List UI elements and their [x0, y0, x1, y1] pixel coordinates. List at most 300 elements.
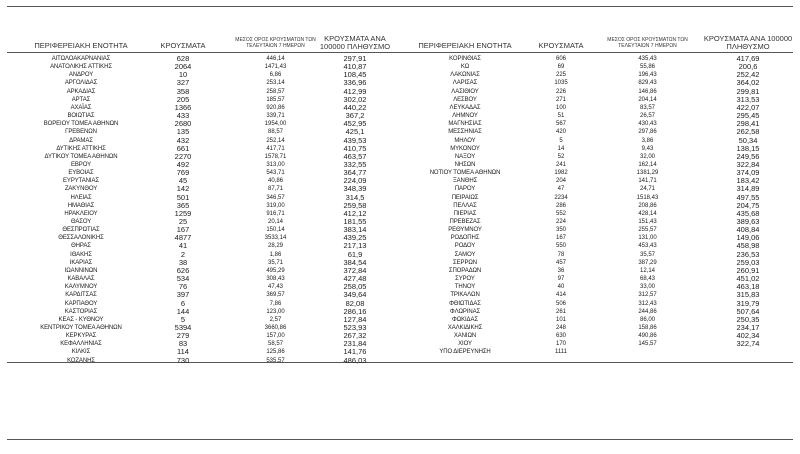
avg-cell: 35,71 — [267, 259, 283, 266]
cases-cell: 261 — [555, 308, 566, 315]
per100k-cell: 439,53 — [343, 135, 367, 145]
table-row — [0, 308, 400, 316]
cases-cell: 271 — [555, 96, 566, 103]
region-cell: ΚΩ — [460, 64, 470, 71]
region-cell: ΛΑΣΙΘΙΟΥ — [451, 88, 479, 95]
region-cell: ΦΛΩΡΙΝΑΣ — [449, 308, 481, 315]
avg-cell: 87,71 — [267, 186, 283, 193]
per100k-cell: 315,83 — [736, 290, 760, 300]
per100k-cell: 410,87 — [343, 62, 367, 72]
region-cell: ΧΑΛΚΙΔΙΚΗΣ — [447, 324, 483, 331]
table-row — [0, 55, 400, 63]
per100k-cell: 297,91 — [343, 54, 367, 63]
per100k-cell: 497,55 — [736, 192, 760, 202]
region-cell: ΣΠΟΡΑΔΩΝ — [448, 267, 482, 274]
region-cell: ΚΕΡΚΥΡΑΣ — [65, 333, 97, 340]
per100k-cell: 372,84 — [343, 265, 367, 275]
cases-cell: 142 — [176, 184, 190, 194]
cases-cell: 432 — [176, 135, 190, 145]
cases-cell: 327 — [176, 78, 190, 88]
table-row — [0, 300, 400, 308]
cases-cell: 144 — [176, 306, 190, 316]
per100k-cell: 314,89 — [736, 184, 760, 194]
region-cell: ΕΥΡΥΤΑΝΙΑΣ — [63, 178, 99, 185]
region-cell: ΜΕΣΣΗΝΙΑΣ — [448, 129, 482, 136]
per100k-cell: 108,45 — [343, 70, 367, 80]
cases-cell: 5394 — [174, 322, 192, 332]
table-row — [0, 275, 400, 283]
cases-cell: 5 — [180, 314, 186, 324]
per100k-cell: 367,2 — [345, 111, 365, 121]
avg-cell: 141,71 — [638, 178, 657, 185]
cases-cell: 506 — [555, 300, 566, 307]
avg-cell: 543,71 — [266, 170, 285, 177]
avg-cell: 88,57 — [267, 129, 283, 136]
region-cell: ΣΥΡΟΥ — [455, 276, 475, 283]
avg-cell: 369,57 — [266, 292, 285, 299]
per100k-cell: 314,5 — [345, 192, 365, 202]
region-cell: ΣΑΜΟΥ — [454, 251, 476, 258]
per100k-cell: 313,53 — [736, 94, 760, 104]
per100k-cell: 440,22 — [343, 102, 367, 112]
cases-cell: 135 — [176, 127, 190, 137]
cases-cell: 40 — [557, 284, 565, 291]
per100k-cell: 486,03 — [343, 355, 367, 365]
region-cell: ΛΕΥΚΑΔΑΣ — [449, 104, 481, 111]
avg-cell: 204,14 — [638, 96, 657, 103]
avg-cell: 28,29 — [267, 243, 283, 250]
cases-cell: 420 — [555, 129, 566, 136]
per100k-cell: 439,25 — [343, 233, 367, 243]
cases-cell: 279 — [176, 331, 190, 341]
right-header-per100k: ΚΡΟΥΣΜΑΤΑ ΑΝΑ 100000 ΠΛΗΘΥΣΜΟ — [703, 34, 793, 51]
region-cell: ΠΑΡΟΥ — [454, 186, 476, 193]
table-row — [0, 226, 400, 234]
cases-cell: 241 — [555, 161, 566, 168]
region-cell: ΚΟΖΑΝΗΣ — [67, 357, 95, 364]
region-cell: ΝΗΣΩΝ — [454, 161, 476, 168]
avg-cell: 339,71 — [266, 113, 285, 120]
region-cell: ΝΑΞΟΥ — [454, 153, 476, 160]
per100k-cell: 183,42 — [736, 176, 760, 186]
cases-cell: 83 — [178, 339, 188, 349]
region-cell: ΙΚΑΡΙΑΣ — [69, 259, 93, 266]
avg-cell: 3660,86 — [264, 324, 287, 331]
avg-cell: 131,00 — [638, 235, 657, 242]
region-cell: ΘΑΣΟΥ — [70, 219, 92, 225]
cases-cell: 1259 — [174, 208, 192, 218]
region-cell: ΜΥΚΟΝΟΥ — [450, 145, 480, 152]
cases-cell: 69 — [557, 64, 565, 71]
left-header-avg: ΜΕΣΟΣ ΟΡΟΣ ΚΡΟΥΣΜΑΤΩΝ ΤΩΝ ΤΕΛΕΥΤΑΙΩΝ 7 ΗΜΕΡΩΝ — [235, 37, 316, 49]
table-row — [0, 340, 400, 348]
cases-cell: 204 — [555, 178, 566, 185]
avg-cell: 40,86 — [267, 178, 283, 185]
cases-cell: 1035 — [554, 80, 568, 87]
table-row — [0, 137, 400, 145]
per100k-cell: 286,16 — [343, 306, 367, 316]
region-cell: ΛΑΡΙΣΑΣ — [452, 80, 478, 87]
cases-cell: 41 — [178, 241, 188, 251]
per100k-cell: 374,09 — [736, 168, 760, 178]
per100k-cell: 322,84 — [736, 159, 760, 169]
avg-cell: 20,14 — [267, 219, 283, 225]
avg-cell: 495,29 — [266, 267, 285, 274]
avg-cell: 9,43 — [641, 145, 654, 152]
cases-cell: 52 — [557, 153, 565, 160]
table-row — [0, 185, 400, 193]
per100k-cell: 252,42 — [736, 70, 760, 80]
region-cell: ΧΑΝΙΩΝ — [453, 333, 477, 340]
cases-cell: 2270 — [174, 151, 192, 161]
avg-cell: 244,86 — [638, 308, 657, 315]
cases-cell: 101 — [555, 316, 566, 323]
per100k-cell: 507,64 — [736, 306, 760, 316]
table-row — [0, 267, 400, 275]
per100k-cell: 250,35 — [736, 314, 760, 324]
per100k-cell: 349,64 — [343, 290, 367, 300]
per100k-cell: 61,9 — [347, 249, 363, 259]
cases-cell: 606 — [555, 56, 566, 62]
per100k-cell: 319,79 — [736, 298, 760, 308]
region-cell: ΧΙΟΥ — [458, 341, 472, 348]
region-cell: ΚΕΝΤΡΙΚΟΥ ΤΟΜΕΑ ΑΘΗΝΩΝ — [40, 324, 122, 331]
avg-cell: 446,14 — [266, 56, 285, 62]
region-cell: ΗΛΕΙΑΣ — [70, 194, 92, 201]
region-cell: ΛΕΣΒΟΥ — [453, 96, 477, 103]
avg-cell: 83,57 — [639, 104, 655, 111]
table-row — [0, 291, 400, 299]
region-cell: ΠΕΙΡΑΙΩΣ — [451, 194, 479, 201]
per100k-cell: 224,09 — [343, 176, 367, 186]
table-row — [0, 332, 400, 340]
per100k-cell: 412,12 — [343, 208, 367, 218]
cases-cell: 6 — [180, 298, 186, 308]
right-header-cases: ΚΡΟΥΣΜΑΤΑ — [538, 41, 584, 50]
table-row — [0, 218, 400, 226]
region-cell: ΘΕΣΣΑΛΟΝΙΚΗΣ — [58, 235, 104, 242]
cases-cell: 45 — [178, 176, 188, 186]
region-cell: ΤΡΙΚΑΛΩΝ — [450, 292, 480, 299]
top-rule — [7, 6, 793, 7]
avg-cell: 252,14 — [266, 137, 285, 144]
cases-cell: 2680 — [174, 119, 192, 129]
table-row — [0, 324, 400, 332]
table-row — [0, 251, 400, 259]
avg-cell: 313,00 — [266, 161, 285, 168]
per100k-cell: 82,08 — [345, 298, 365, 308]
per100k-cell: 204,75 — [736, 200, 760, 210]
avg-cell: 435,43 — [638, 56, 657, 62]
avg-cell: 308,43 — [266, 276, 285, 283]
region-cell: ΤΗΝΟΥ — [454, 284, 476, 291]
cases-cell: 114 — [177, 347, 189, 357]
table-row — [0, 79, 400, 87]
table-row — [0, 128, 400, 136]
per100k-cell: 127,84 — [343, 314, 367, 324]
cases-cell: 350 — [555, 227, 566, 234]
per100k-cell: 236,53 — [736, 249, 760, 259]
cases-cell: 76 — [178, 282, 188, 292]
table-row — [0, 88, 400, 96]
cases-cell: 534 — [176, 274, 190, 284]
cases-cell: 730 — [176, 355, 190, 365]
region-cell: ΠΡΕΒΕΖΑΣ — [449, 219, 481, 225]
cases-cell: 492 — [176, 159, 190, 169]
cases-cell: 630 — [555, 333, 566, 340]
region-cell: ΑΡΤΑΣ — [71, 96, 91, 103]
avg-cell: 145,57 — [638, 341, 657, 348]
avg-cell: 35,57 — [639, 251, 655, 258]
avg-cell: 920,86 — [266, 104, 285, 111]
per100k-cell: 425,1 — [345, 127, 365, 137]
table-row — [0, 202, 400, 210]
cases-cell: 1982 — [554, 170, 568, 177]
region-cell: ΚΙΛΚΙΣ — [71, 349, 91, 356]
avg-cell: 312,57 — [638, 292, 657, 299]
region-cell: ΘΗΡΑΣ — [71, 243, 91, 250]
avg-cell: 453,43 — [638, 243, 657, 250]
avg-cell: 297,86 — [638, 129, 657, 136]
avg-cell: 1381,29 — [636, 170, 659, 177]
per100k-cell: 463,57 — [343, 151, 367, 161]
cases-cell: 414 — [555, 292, 566, 299]
avg-cell: 158,86 — [638, 324, 657, 331]
left-header-cases: ΚΡΟΥΣΜΑΤΑ — [160, 41, 206, 50]
per100k-cell: 364,77 — [343, 168, 367, 178]
per100k-cell: 402,34 — [736, 331, 760, 341]
cases-cell: 552 — [555, 210, 566, 217]
cases-cell: 365 — [176, 200, 190, 210]
right-header-region: ΠΕΡΙΦΕΡΕΙΑΚΗ ΕΝΟΤΗΤΑ — [418, 41, 512, 50]
avg-cell: 346,57 — [266, 194, 285, 201]
avg-cell: 26,57 — [639, 113, 655, 120]
cases-cell: 626 — [176, 265, 190, 275]
region-cell: ΡΟΔΟΥ — [454, 243, 476, 250]
per100k-cell: 302,02 — [343, 94, 367, 104]
per100k-cell: 389,63 — [736, 217, 760, 226]
avg-cell: 829,43 — [638, 80, 657, 87]
region-cell: ΒΟΡΕΙΟΥ ΤΟΜΕΑ ΑΘΗΝΩΝ — [43, 121, 119, 128]
left-header-region: ΠΕΡΙΦΕΡΕΙΑΚΗ ΕΝΟΤΗΤΑ — [34, 41, 128, 50]
per100k-cell: 138,15 — [736, 143, 760, 153]
table-row — [0, 169, 400, 177]
cases-cell: 25 — [178, 217, 188, 226]
region-cell: ΜΑΓΝΗΣΙΑΣ — [448, 121, 482, 128]
avg-cell: 253,14 — [266, 80, 285, 87]
cases-cell: 51 — [557, 113, 565, 120]
table-row — [0, 259, 400, 267]
avg-cell: 255,57 — [638, 227, 657, 234]
region-cell: ΓΡΕΒΕΝΩΝ — [65, 129, 97, 136]
region-cell: ΚΑΡΠΑΘΟΥ — [64, 300, 98, 307]
per100k-cell: 435,68 — [736, 208, 760, 218]
region-cell: ΔΥΤΙΚΗΣ ΑΤΤΙΚΗΣ — [56, 145, 106, 152]
per100k-cell: 50,34 — [738, 135, 758, 145]
region-cell: ΚΑΒΑΛΑΣ — [67, 276, 95, 283]
avg-cell: 312,43 — [638, 300, 657, 307]
avg-cell: 86,00 — [639, 316, 655, 323]
region-cell: ΦΘΙΩΤΙΔΑΣ — [449, 300, 481, 307]
cases-cell: 550 — [555, 243, 566, 250]
cases-cell: 1366 — [174, 102, 192, 112]
avg-cell: 916,71 — [266, 210, 285, 217]
table-row — [0, 194, 400, 202]
avg-cell: 12,14 — [639, 267, 655, 274]
region-cell: ΚΑΡΔΙΤΣΑΣ — [65, 292, 97, 299]
cases-cell: 4877 — [174, 233, 192, 243]
region-cell: ΡΟΔΟΠΗΣ — [450, 235, 480, 242]
cases-cell: 167 — [555, 235, 566, 242]
region-cell: ΚΕΑΣ - ΚΥΘΝΟΥ — [58, 316, 104, 323]
per100k-cell: 384,54 — [343, 257, 367, 267]
avg-cell: 7,86 — [269, 300, 282, 307]
avg-cell: 6,86 — [269, 72, 282, 79]
per100k-cell: 298,41 — [736, 119, 760, 129]
avg-cell: 1471,43 — [264, 64, 287, 71]
avg-cell: 535,57 — [266, 357, 285, 364]
region-cell: ΑΙΤΩΛΟΑΚΑΡΝΑΝΙΑΣ — [51, 56, 111, 62]
table-row — [0, 161, 400, 169]
per100k-cell: 427,48 — [343, 274, 367, 284]
avg-cell: 68,43 — [639, 276, 655, 283]
region-cell: ΒΟΙΩΤΙΑΣ — [67, 113, 95, 120]
footer-rule — [7, 439, 793, 440]
per100k-cell: 181,55 — [343, 217, 367, 226]
per100k-cell: 452,95 — [343, 119, 367, 129]
table-row — [0, 120, 400, 128]
avg-cell: 3,86 — [641, 137, 654, 144]
table-row — [0, 145, 400, 153]
avg-cell: 417,71 — [266, 145, 285, 152]
cases-cell: 170 — [555, 341, 566, 348]
cases-cell: 226 — [555, 88, 566, 95]
avg-cell: 3533,14 — [264, 235, 287, 242]
avg-cell: 1,86 — [269, 251, 282, 258]
avg-cell: 1518,43 — [636, 194, 659, 201]
avg-cell: 125,86 — [266, 349, 285, 356]
region-cell: ΞΑΝΘΗΣ — [452, 178, 478, 185]
cases-cell: 2 — [180, 249, 186, 259]
region-cell: ΚΕΦΑΛΛΗΝΙΑΣ — [60, 341, 102, 348]
per100k-cell: 451,02 — [736, 274, 760, 284]
region-cell: ΚΟΡΙΝΘΙΑΣ — [449, 56, 481, 62]
left-header-per100k: ΚΡΟΥΣΜΑΤΑ ΑΝΑ 100000 ΠΛΗΘΥΣΜΟ — [319, 34, 391, 51]
cases-cell: 97 — [557, 276, 565, 283]
cases-cell: 567 — [555, 121, 566, 128]
right-header-avg: ΜΕΣΟΣ ΟΡΟΣ ΚΡΟΥΣΜΑΤΩΝ ΤΩΝ ΤΕΛΕΥΤΑΙΩΝ 7 ΗΜΕΡΩΝ — [607, 37, 688, 49]
per100k-cell: 299,81 — [736, 86, 760, 96]
region-cell: ΖΑΚΥΝΘΟΥ — [64, 186, 98, 193]
avg-cell: 2,57 — [269, 316, 282, 323]
per100k-cell: 417,69 — [736, 54, 760, 63]
cases-cell: 14 — [557, 145, 565, 152]
cases-cell: 397 — [176, 290, 190, 300]
avg-cell: 162,14 — [638, 161, 657, 168]
avg-cell: 1954,00 — [264, 121, 287, 128]
region-cell: ΗΜΑΘΙΑΣ — [67, 202, 95, 209]
cases-cell: 2064 — [174, 62, 192, 72]
table-row — [0, 210, 400, 218]
avg-cell: 32,00 — [639, 153, 655, 160]
table-row — [0, 234, 400, 242]
cases-cell: 433 — [176, 111, 190, 121]
region-cell: ΠΙΕΡΙΑΣ — [453, 210, 477, 217]
avg-cell: 24,71 — [639, 186, 655, 193]
table-row — [0, 112, 400, 120]
cases-cell: 501 — [176, 192, 190, 202]
avg-cell: 319,00 — [266, 202, 285, 209]
per100k-cell: 259,03 — [736, 257, 760, 267]
per100k-cell: 259,58 — [343, 200, 367, 210]
per100k-cell: 408,84 — [736, 225, 760, 235]
table-row — [0, 316, 400, 324]
per100k-cell: 231,84 — [343, 339, 367, 349]
region-cell: ΛΑΚΩΝΙΑΣ — [450, 72, 480, 79]
region-cell: ΦΩΚΙΔΑΣ — [452, 316, 478, 323]
avg-cell: 208,86 — [638, 202, 657, 209]
avg-cell: 1578,71 — [264, 153, 287, 160]
cases-cell: 1111 — [554, 349, 567, 356]
region-cell: ΑΧΑΪΑΣ — [70, 104, 92, 111]
per100k-cell: 149,06 — [736, 233, 760, 243]
cases-cell: 248 — [555, 324, 566, 331]
per100k-cell: 262,58 — [736, 127, 760, 137]
per100k-cell: 523,93 — [343, 322, 367, 332]
table-row — [0, 153, 400, 161]
region-cell: ΚΑΣΤΟΡΙΑΣ — [64, 308, 98, 315]
region-cell: ΔΡΑΜΑΣ — [69, 137, 93, 144]
per100k-cell: 410,75 — [343, 143, 367, 153]
cases-cell: 286 — [555, 202, 566, 209]
region-cell: ΚΑΛΥΜΝΟΥ — [64, 284, 98, 291]
cases-cell: 47 — [557, 186, 565, 193]
cases-cell: 167 — [176, 225, 190, 235]
per100k-cell: 336,96 — [343, 78, 367, 88]
cases-cell: 10 — [178, 70, 188, 80]
region-cell: ΗΡΑΚΛΕΙΟΥ — [64, 210, 98, 217]
per100k-cell: 458,98 — [736, 241, 760, 251]
cases-cell: 38 — [178, 257, 188, 267]
per100k-cell: 332,55 — [343, 159, 367, 169]
region-cell: ΑΡΓΟΛΙΔΑΣ — [64, 80, 98, 87]
region-cell: ΑΝΔΡΟΥ — [68, 72, 94, 79]
table-row — [0, 177, 400, 185]
per100k-cell: 258,05 — [343, 282, 367, 292]
region-cell: ΕΥΒΟΙΑΣ — [68, 170, 94, 177]
avg-cell: 33,00 — [639, 284, 655, 291]
region-cell: ΝΟΤΙΟΥ ΤΟΜΕΑ ΑΘΗΝΩΝ — [429, 170, 501, 177]
per100k-cell: 141,76 — [343, 347, 367, 357]
table-row — [0, 348, 400, 356]
avg-cell: 387,29 — [638, 259, 657, 266]
avg-cell: 151,43 — [638, 219, 657, 225]
cases-cell: 36 — [557, 267, 565, 274]
cases-cell: 628 — [176, 54, 190, 63]
avg-cell: 196,43 — [638, 72, 657, 79]
region-cell: ΘΕΣΠΡΩΤΙΑΣ — [62, 227, 100, 234]
table-row — [400, 348, 800, 356]
cases-cell: 769 — [176, 168, 190, 178]
cases-cell: 661 — [176, 143, 190, 153]
table-row — [0, 63, 400, 71]
avg-cell: 430,43 — [638, 121, 657, 128]
cases-cell: 78 — [557, 251, 565, 258]
region-cell: ΜΗΛΟΥ — [454, 137, 476, 144]
table-row — [0, 71, 400, 79]
table-row — [0, 96, 400, 104]
per100k-cell: 217,13 — [343, 241, 367, 251]
